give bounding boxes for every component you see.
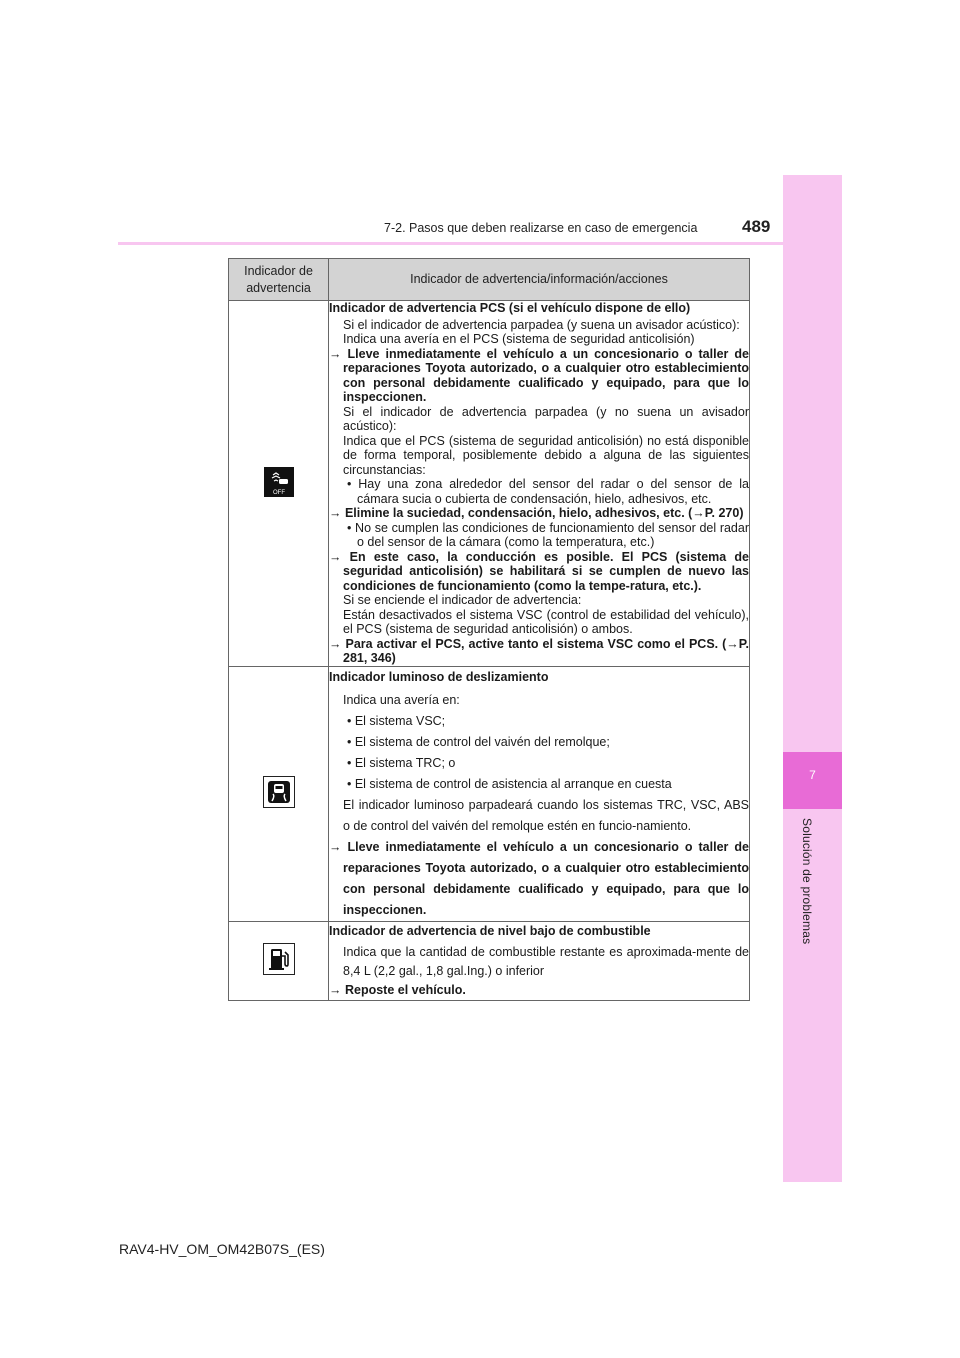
text-line: Indica que el PCS (sistema de seguridad anticolisión) no está disponible de forma temporal, posiblemente debido a alguna de las siguientes circunstancias: — [343, 433, 749, 477]
bullet-item: • Hay una zona alrededor del sensor del radar o del sensor de la cámara sucia o cubierta de condensación, hielo, adhesivos, etc. — [347, 477, 749, 506]
fuel-description — [329, 921, 750, 1000]
text-line: Están desactivados el sistema VSC (control de estabilidad del vehículo), el PCS (sistema de seguridad anticolisión) o ambos. — [343, 607, 749, 636]
text-line: Indica una avería en: — [343, 692, 460, 707]
chapter-number: 7 — [809, 768, 816, 782]
col-header-indicator: Indicador de advertencia — [229, 259, 329, 301]
action-line: → Lleve inmediatamente el vehículo a un concesionario o taller de reparaciones Toyota autorizado, o a cualquier otro establecimiento con personal debidamente cualificado y equipado, para que lo inspeccionen. — [329, 839, 749, 917]
action-line: → Elimine la suciedad, condensación, hielo, adhesivos, etc. (→P. 270) — [329, 506, 744, 520]
action-line: → En este caso, la conducción es posible. El PCS (sistema de seguridad anticolisión) se habilitará si se cumplen de nuevo las condiciones de funcionamiento (como la tempe-ratura, etc.). — [329, 549, 749, 593]
bullet-item: • No se cumplen las condiciones de funcionamiento del sensor del radar o del sensor de la cámara (como la temperatura, etc.) — [347, 520, 749, 549]
icon-cell — [229, 921, 329, 1000]
text-line: Indica que la cantidad de combustible restante es aproximada-mente de 8,4 L (2,2 gal., 1,8 gal.Ing.) o inferior — [343, 944, 749, 978]
chapter-side-band — [783, 175, 842, 1182]
bullet-item: • El sistema de control del vaivén del remolque; — [347, 734, 610, 749]
row-title: Indicador luminoso de deslizamiento — [329, 669, 549, 684]
icon-cell — [229, 301, 329, 667]
slip-indicator-icon — [263, 776, 295, 808]
icon-cell — [229, 666, 329, 921]
document-code: RAV4-HV_OM_OM42B07S_(ES) — [119, 1241, 325, 1257]
table-row — [229, 301, 750, 667]
warning-table — [228, 258, 750, 1001]
text-line: Si el indicador de advertencia parpadea (y no suena un avisador acústico): — [343, 404, 749, 433]
action-line: → Para activar el PCS, active tanto el sistema VSC como el PCS. (→P. 281, 346) — [329, 636, 749, 665]
text-line: Indica una avería en el PCS (sistema de seguridad anticolisión) — [343, 332, 695, 346]
chapter-title: Solución de problemas — [800, 818, 814, 945]
row-title: Indicador de advertencia PCS (si el vehículo dispone de ello) — [329, 301, 691, 315]
action-line: → Lleve inmediatamente el vehículo a un concesionario o taller de reparaciones Toyota autorizado, o a cualquier otro establecimiento con personal debidamente cualificado y equipado, para que lo inspeccionen. — [329, 346, 749, 404]
table-header-row — [229, 259, 750, 301]
action-line: → Reposte el vehículo. — [329, 982, 466, 997]
bullet-item: • El sistema VSC; — [347, 713, 446, 728]
text-line: Si se enciende el indicador de advertencia: — [343, 593, 582, 607]
section-title: 7-2. Pasos que deben realizarse en caso de emergencia — [384, 221, 698, 235]
table-row — [229, 666, 750, 921]
text-line: Si el indicador de advertencia parpadea (y suena un avisador acústico): — [343, 317, 740, 332]
slip-description — [329, 666, 750, 921]
svg-text:OFF: OFF — [272, 489, 285, 496]
table-row — [229, 921, 750, 1000]
fuel-pump-icon — [263, 943, 295, 975]
pcs-off-warning-icon — [264, 467, 294, 497]
pcs-description — [329, 301, 750, 667]
row-title: Indicador de advertencia de nivel bajo de combustible — [329, 923, 651, 938]
bullet-item: • El sistema TRC; o — [347, 755, 456, 770]
page-number: 489 — [742, 217, 771, 236]
col-header-description: Indicador de advertencia/información/acciones — [329, 259, 750, 301]
text-line: El indicador luminoso parpadeará cuando los sistemas TRC, VSC, ABS o de control del vaivén del remolque estén en funcio-namiento. — [343, 797, 749, 833]
header-rule — [118, 242, 786, 245]
bullet-item: • El sistema de control de asistencia al arranque en cuesta — [347, 776, 672, 791]
